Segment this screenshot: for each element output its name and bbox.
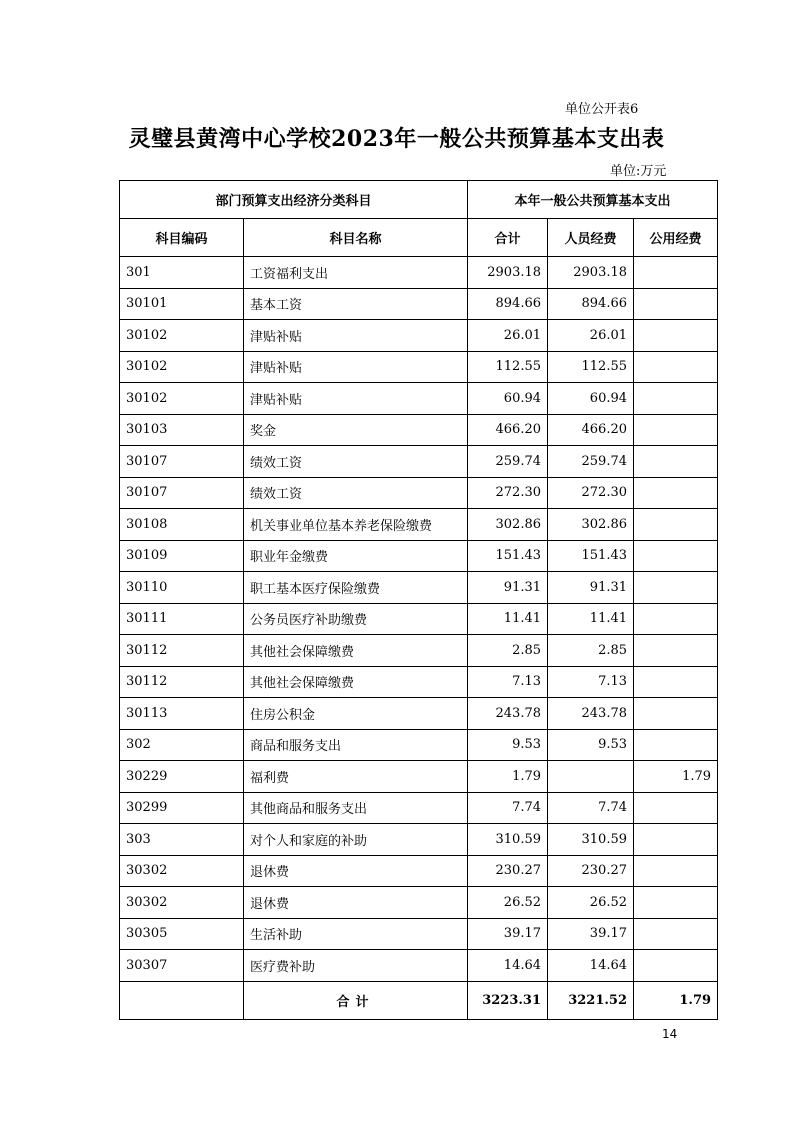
- row-code: 30103: [120, 414, 244, 446]
- row-name: 退休费: [244, 855, 468, 887]
- row-code: 30102: [120, 351, 244, 383]
- table-row: [120, 729, 718, 761]
- table-row: [120, 257, 718, 289]
- row-code: 30112: [120, 635, 244, 667]
- row-code: 302: [120, 729, 244, 761]
- row-name: 退休费: [244, 887, 468, 919]
- row-name: 其他社会保障缴费: [244, 635, 468, 667]
- row-name: 公务员医疗补助缴费: [244, 603, 468, 635]
- row-total: 151.43: [468, 540, 548, 572]
- row-code: 30111: [120, 603, 244, 635]
- row-public: [634, 855, 718, 887]
- row-public: [634, 950, 718, 982]
- row-public: [634, 792, 718, 824]
- totals-public: 1.79: [634, 981, 718, 1019]
- row-name: 住房公积金: [244, 698, 468, 730]
- table-row: [120, 603, 718, 635]
- row-public: [634, 698, 718, 730]
- row-code: 30107: [120, 477, 244, 509]
- row-total: 1.79: [468, 761, 548, 793]
- row-code: 30299: [120, 792, 244, 824]
- row-total: 11.41: [468, 603, 548, 635]
- row-public: [634, 824, 718, 856]
- row-name: 职业年金缴费: [244, 540, 468, 572]
- table-row: [120, 635, 718, 667]
- row-code: 30307: [120, 950, 244, 982]
- row-total: 466.20: [468, 414, 548, 446]
- header-group-basic-expenditure: 本年一般公共预算基本支出: [468, 181, 718, 219]
- row-name: 机关事业单位基本养老保险缴费: [244, 509, 468, 541]
- row-personnel: 112.55: [548, 351, 634, 383]
- row-name: 绩效工资: [244, 446, 468, 478]
- row-public: [634, 477, 718, 509]
- row-code: 30302: [120, 855, 244, 887]
- row-public: [634, 603, 718, 635]
- row-code: 30107: [120, 446, 244, 478]
- row-name: 职工基本医疗保险缴费: [244, 572, 468, 604]
- row-public: [634, 414, 718, 446]
- row-code: 30229: [120, 761, 244, 793]
- table-row: [120, 918, 718, 950]
- row-name: 医疗费补助: [244, 950, 468, 982]
- row-public: [634, 918, 718, 950]
- budget-table: [119, 180, 718, 1020]
- row-code: 30102: [120, 320, 244, 352]
- row-personnel: 60.94: [548, 383, 634, 415]
- table-row: [120, 477, 718, 509]
- row-public: [634, 635, 718, 667]
- row-name: 工资福利支出: [244, 257, 468, 289]
- table-row: [120, 761, 718, 793]
- row-personnel: 230.27: [548, 855, 634, 887]
- row-personnel: 2903.18: [548, 257, 634, 289]
- table-row: [120, 351, 718, 383]
- row-code: 30302: [120, 887, 244, 919]
- row-code: 303: [120, 824, 244, 856]
- row-personnel: 259.74: [548, 446, 634, 478]
- row-name: 其他商品和服务支出: [244, 792, 468, 824]
- header-personnel: 人员经费: [548, 219, 634, 257]
- table-row: [120, 288, 718, 320]
- row-code: 301: [120, 257, 244, 289]
- row-name: 津贴补贴: [244, 320, 468, 352]
- row-name: 其他社会保障缴费: [244, 666, 468, 698]
- row-public: [634, 887, 718, 919]
- row-name: 绩效工资: [244, 477, 468, 509]
- table-row: [120, 446, 718, 478]
- row-total: 272.30: [468, 477, 548, 509]
- header-total: 合计: [468, 219, 548, 257]
- row-public: [634, 509, 718, 541]
- row-personnel: 9.53: [548, 729, 634, 761]
- row-public: [634, 383, 718, 415]
- row-code: 30108: [120, 509, 244, 541]
- totals-personnel: 3221.52: [548, 981, 634, 1019]
- row-total: 2903.18: [468, 257, 548, 289]
- table-body: [120, 257, 718, 982]
- table-row: [120, 320, 718, 352]
- header-name: 科目名称: [244, 219, 468, 257]
- table-row: [120, 383, 718, 415]
- table-row: [120, 698, 718, 730]
- header-column-row: [120, 219, 718, 257]
- page-number: 14: [662, 1027, 678, 1041]
- totals-code-cell: [120, 981, 244, 1019]
- row-total: 26.52: [468, 887, 548, 919]
- table-row: [120, 414, 718, 446]
- row-name: 生活补助: [244, 918, 468, 950]
- row-name: 奖金: [244, 414, 468, 446]
- row-public: [634, 257, 718, 289]
- row-total: 7.74: [468, 792, 548, 824]
- row-name: 福利费: [244, 761, 468, 793]
- row-code: 30101: [120, 288, 244, 320]
- table-row: [120, 509, 718, 541]
- table-row: [120, 887, 718, 919]
- row-personnel: 7.74: [548, 792, 634, 824]
- row-total: 14.64: [468, 950, 548, 982]
- row-total: 2.85: [468, 635, 548, 667]
- row-public: [634, 320, 718, 352]
- header-group-row: [120, 181, 718, 219]
- row-name: 商品和服务支出: [244, 729, 468, 761]
- row-personnel: 272.30: [548, 477, 634, 509]
- row-personnel: 243.78: [548, 698, 634, 730]
- totals-total: 3223.31: [468, 981, 548, 1019]
- row-total: 9.53: [468, 729, 548, 761]
- row-code: 30102: [120, 383, 244, 415]
- row-total: 243.78: [468, 698, 548, 730]
- row-personnel: 39.17: [548, 918, 634, 950]
- row-name: 基本工资: [244, 288, 468, 320]
- row-public: [634, 729, 718, 761]
- row-personnel: 310.59: [548, 824, 634, 856]
- table-row: [120, 792, 718, 824]
- totals-label: 合计: [244, 981, 468, 1019]
- row-personnel: [548, 761, 634, 793]
- row-total: 91.31: [468, 572, 548, 604]
- header-public: 公用经费: [634, 219, 718, 257]
- row-total: 112.55: [468, 351, 548, 383]
- row-total: 230.27: [468, 855, 548, 887]
- row-personnel: 7.13: [548, 666, 634, 698]
- row-personnel: 302.86: [548, 509, 634, 541]
- row-total: 302.86: [468, 509, 548, 541]
- row-public: [634, 540, 718, 572]
- row-total: 7.13: [468, 666, 548, 698]
- row-public: [634, 446, 718, 478]
- row-name: 对个人和家庭的补助: [244, 824, 468, 856]
- row-public: [634, 288, 718, 320]
- row-personnel: 91.31: [548, 572, 634, 604]
- row-personnel: 11.41: [548, 603, 634, 635]
- row-personnel: 894.66: [548, 288, 634, 320]
- table-row: [120, 824, 718, 856]
- row-code: 30305: [120, 918, 244, 950]
- row-total: 894.66: [468, 288, 548, 320]
- row-public: [634, 666, 718, 698]
- form-number: 单位公开表6: [565, 102, 639, 117]
- table-row: [120, 540, 718, 572]
- row-total: 259.74: [468, 446, 548, 478]
- table-row: [120, 666, 718, 698]
- row-total: 26.01: [468, 320, 548, 352]
- row-total: 60.94: [468, 383, 548, 415]
- row-total: 39.17: [468, 918, 548, 950]
- row-public: 1.79: [634, 761, 718, 793]
- header-code: 科目编码: [120, 219, 244, 257]
- table-row: [120, 855, 718, 887]
- header-group-classification: 部门预算支出经济分类科目: [120, 181, 468, 219]
- row-public: [634, 572, 718, 604]
- document-title: 灵璧县黄湾中心学校2023年一般公共预算基本支出表: [128, 126, 665, 152]
- row-personnel: 14.64: [548, 950, 634, 982]
- row-name: 津贴补贴: [244, 383, 468, 415]
- table-row: [120, 572, 718, 604]
- row-personnel: 26.01: [548, 320, 634, 352]
- row-personnel: 466.20: [548, 414, 634, 446]
- row-personnel: 2.85: [548, 635, 634, 667]
- row-personnel: 26.52: [548, 887, 634, 919]
- row-name: 津贴补贴: [244, 351, 468, 383]
- row-code: 30112: [120, 666, 244, 698]
- row-code: 30113: [120, 698, 244, 730]
- row-total: 310.59: [468, 824, 548, 856]
- row-code: 30110: [120, 572, 244, 604]
- row-code: 30109: [120, 540, 244, 572]
- table-row: [120, 950, 718, 982]
- unit-label: 单位:万元: [610, 164, 667, 179]
- row-public: [634, 351, 718, 383]
- row-personnel: 151.43: [548, 540, 634, 572]
- totals-row: [120, 981, 718, 1019]
